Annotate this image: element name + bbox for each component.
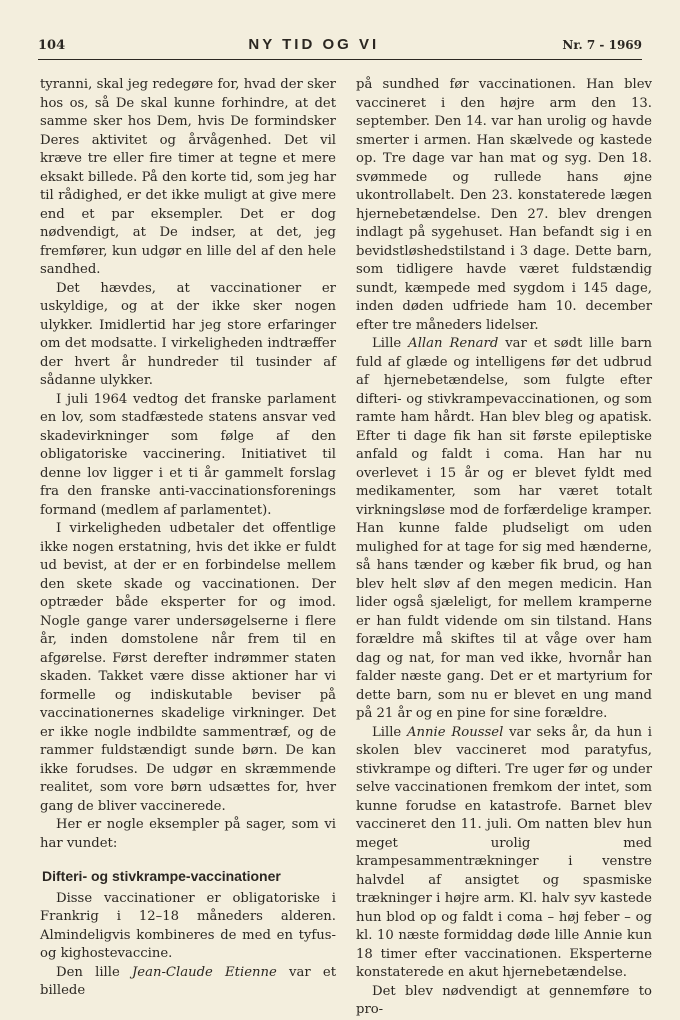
paragraph: I juli 1964 vedtog det franske parlament en lov, som stadfæstede statens ansvar ved skadevirkninger som følge af den obligatoriske vaccinering. Initiativet til denne lov ligger i et ti år gammelt forslag fra den franske anti-vaccinationsforenings formand (medlem af parlamentet).	[40, 391, 336, 518]
person-name: Jean-Claude Etienne	[132, 964, 277, 980]
magazine-title: NY TID OG VI	[248, 36, 380, 53]
paragraph	[356, 335, 652, 724]
paragraph: Her er nogle eksempler på sager, som vi har vundet:	[40, 817, 336, 851]
text-run: var et billede	[40, 964, 336, 998]
paragraph: Disse vaccinationer er obligatoriske i Frankrig i 12–18 måneders alderen. Almindeligvis kombineres de med en tyfus- og kighostevaccine.	[40, 890, 336, 961]
paragraph: på sundhed før vaccinationen. Han blev vaccineret i den højre arm den 13. september. Den 14. var han urolig og havde smerter i armen. Han skælvede og kastede op. Tre dage var han mat og syg. Den 18. svømmede og rullede hans øjne ukontrollabelt. Den 23. konstaterede lægen hjernebetændelse. Den 27. blev drengen indlagt på sygehuset. Han befandt sig i en bevidstløshedstilstand i 3 dage. Dette barn, som tidligere havde været fuldstændig sundt, kæmpede med sygdom i 145 dage, inden døden udfriede ham 10. december efter tre måneders lidelser.	[356, 77, 652, 333]
page-header	[38, 36, 642, 60]
paragraph: I virkeligheden udbetaler det offentlige ikke nogen erstatning, hvis det ikke er fuldt ud bevist, at der er en forbindelse mellem den skete skade og vaccinationen. Der optræder både eksperter for og imod. Nogle gange varer undersøgelserne i flere år, inden domstolene når frem til en afgørelse. Først derefter indrømmer staten skaden. Takket være disse aktioner har vi formelle og indiskutable beviser på vaccinationernes skadelige virkninger. Det er ikke nogle indbildte sammentræf, og de rammer fuldstændigt sunde børn. De kan ikke forudses. De udgør en skræmmende realitet, som vore børn udsættes for, hver gang de bliver vaccinerede.	[40, 521, 336, 814]
left-column	[40, 76, 336, 1001]
text-run: var seks år, da hun i skolen blev vaccineret mod paratyfus, stivkrampe og difteri. Tre uger før og under selve vaccinationen fremkom der intet, som kunne forudse en katastrofe. Barnet blev vaccineret den 11. juli. Om natten blev hun meget urolig med krampesammentrækninger i venstre halvdel af ansigtet og spasmiske trækninger i højre arm. Kl. halv syv kastede hun blod op og faldt i coma – høj feber – og kl. 10 næste formiddag døde lille Annie kun 18 timer efter vaccinationen. Eksperterne konstaterede en akut hjernebetændelse.	[356, 724, 652, 980]
paragraph: tyranni, skal jeg redegøre for, hvad der sker hos os, så De skal kunne forhindre, at det samme sker hos Dem, hvis De formindsker Deres aktivitet og årvågenhed. Det vil kræve tre eller fire timer at tegne et mere eksakt billede. På den korte tid, som jeg har til rådighed, er det ikke muligt at give mere end et par eksempler. Det er dog nødvendigt, at De indser, at det, jeg fremfører, kun udgør en lille del af den hele sandhed.	[40, 77, 336, 277]
paragraph	[40, 964, 336, 1001]
right-column	[356, 76, 652, 1020]
issue-number: Nr. 7 - 1969	[562, 38, 642, 52]
text-run: var et sødt lille barn fuld af glæde og intelligens før det udbrud af hjernebetændelse, som fulgte efter difteri- og stivkrampevaccinationen, og som ramte ham hårdt. Han blev bleg og apatisk. Efter ti dage fik han sit første epileptiske anfald og faldt i coma. Han har nu overlevet i 15 år og er blevet fyldt med medikamenter, som har været totalt virkningsløse mod de forfærdelige kramper. Han kunne falde pludseligt om uden mulighed for at tage for sig med hænderne, så hans tænder og kæber fik brud, og han blev helt sløv af den megen medicin. Han lider også sjæleligt, for mellem kramperne er han fuldt vidende om sin tilstand. Hans forældre må skiftes til at våge over ham dag og nat, for man ved ikke, hvornår han falder næste gang. Det er et martyrium for dette barn, som nu er blevet en ung mand på 21 år og en pine for sine forældre.	[356, 336, 652, 721]
person-name: Allan Renard	[408, 336, 499, 351]
text-run: Lille	[372, 724, 408, 740]
person-name: Annie Roussel	[407, 724, 504, 740]
header-rule	[38, 59, 642, 60]
text-run: Lille	[372, 336, 409, 351]
paragraph: Det blev nødvendigt at gennemføre to pro-	[356, 983, 652, 1017]
paragraph	[356, 724, 652, 983]
page-number: 104	[38, 38, 66, 53]
section-heading: Difteri- og stivkrampe-vaccinationer	[42, 868, 281, 884]
text-run: Den lille	[56, 964, 133, 980]
paragraph: Det hævdes, at vaccinationer er uskyldige, og at der ikke sker nogen ulykker. Imidlertid har jeg store erfaringer om det modsatte. I virkeligheden indtræffer der hvert år hundreder til tusinder af sådanne ulykker.	[40, 280, 336, 388]
